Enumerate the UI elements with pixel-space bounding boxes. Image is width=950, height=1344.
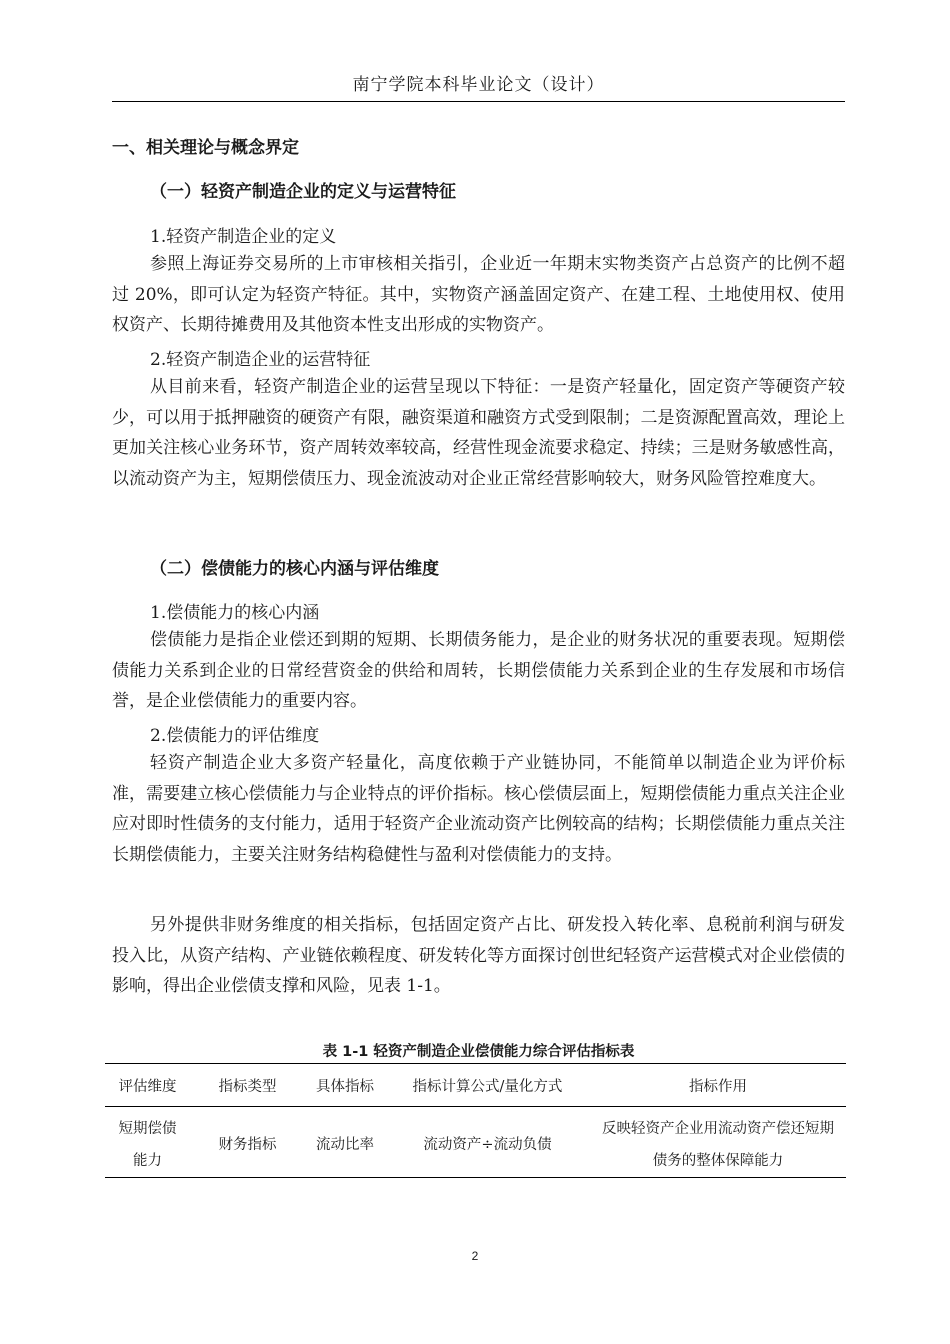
table-header-row [105, 1064, 846, 1107]
section-title: 一、相关理论与概念界定 [112, 138, 299, 158]
cell-dimension-line2: 能力 [133, 1153, 162, 1169]
paragraph-definition: 参照上海证券交易所的上市审核相关指引，企业近一年期末实物类资产占总资产的比例不超过 20%，即可认定为轻资产特征。其中，实物资产涵盖固定资产、在建工程、土地使用权、使用权资产、长期待摊费用及其他资本性支出形成的实物资产。 [112, 254, 845, 335]
column-header-dimension: 评估维度 [105, 1064, 190, 1107]
item-title-definition: 1.轻资产制造企业的定义 [150, 227, 337, 247]
paragraph-operating-features: 从目前来看，轻资产制造企业的运营呈现以下特征：一是资产轻量化，固定资产等硬资产较少，可以用于抵押融资的硬资产有限，融资渠道和融资方式受到限制；二是资源配置高效，理论上更加关注核心业务环节，资产周转效率较高，经营性现金流要求稳定、持续；三是财务敏感性高，以流动资产为主，短期偿债压力、现金流波动对企业正常经营影响较大，财务风险管控难度大。 [112, 377, 845, 489]
paragraph-core-meaning: 偿债能力是指企业偿还到期的短期、长期债务能力，是企业的财务状况的重要表现。短期偿债能力关系到企业的日常经营资金的供给和周转，长期偿债能力关系到企业的生存发展和市场信誉，是企业偿债能力的重要内容。 [112, 630, 845, 711]
column-header-effect: 指标作用 [590, 1064, 846, 1107]
table-caption: 表 1-1 轻资产制造企业偿债能力综合评估指标表 [322, 1044, 635, 1060]
column-header-indicator: 具体指标 [305, 1064, 385, 1107]
paragraph-evaluation-dimensions: 轻资产制造企业大多资产轻量化，高度依赖于产业链协同，不能简单以制造企业为评价标准，需要建立核心偿债能力与企业特点的评价指标。核心偿债层面上，短期偿债能力重点关注企业应对即时性债务的支付能力，适用于轻资产企业流动资产比例较高的结构；长期偿债能力重点关注长期偿债能力，主要关注财务结构稳健性与盈利对偿债能力的支持。 [112, 753, 845, 865]
column-header-formula: 指标计算公式/量化方式 [385, 1064, 590, 1107]
subsection-title-1: （一）轻资产制造企业的定义与运营特征 [150, 182, 456, 202]
item-title-operating-features: 2.轻资产制造企业的运营特征 [150, 350, 371, 370]
table-row [105, 1107, 846, 1178]
header-divider [112, 101, 845, 102]
cell-formula: 流动资产÷流动负债 [385, 1107, 590, 1178]
column-header-type: 指标类型 [190, 1064, 305, 1107]
running-header: 南宁学院本科毕业论文（设计） [352, 75, 605, 95]
page-number: 2 [471, 1249, 479, 1263]
cell-effect-line2: 债务的整体保障能力 [652, 1153, 784, 1169]
item-title-core-meaning: 1.偿债能力的核心内涵 [150, 603, 320, 623]
indicator-table [105, 1063, 846, 1178]
cell-effect-line1: 反映轻资产企业用流动资产偿还短期 [602, 1121, 834, 1137]
cell-indicator: 流动比率 [305, 1107, 385, 1178]
paragraph-nonfinancial-indicators: 另外提供非财务维度的相关指标，包括固定资产占比、研发投入转化率、息税前利润与研发投入比，从资产结构、产业链依赖程度、研发转化等方面探讨创世纪轻资产运营模式对企业偿债的影响，得出企业偿债支撑和风险，见表 1-1。 [112, 915, 845, 996]
subsection-title-2: （二）偿债能力的核心内涵与评估维度 [150, 559, 439, 579]
cell-type: 财务指标 [190, 1107, 305, 1178]
cell-effect [590, 1107, 846, 1178]
item-title-evaluation-dimensions: 2.偿债能力的评估维度 [150, 726, 320, 746]
cell-dimension-line1: 短期偿债 [118, 1121, 177, 1137]
cell-dimension [105, 1107, 190, 1178]
